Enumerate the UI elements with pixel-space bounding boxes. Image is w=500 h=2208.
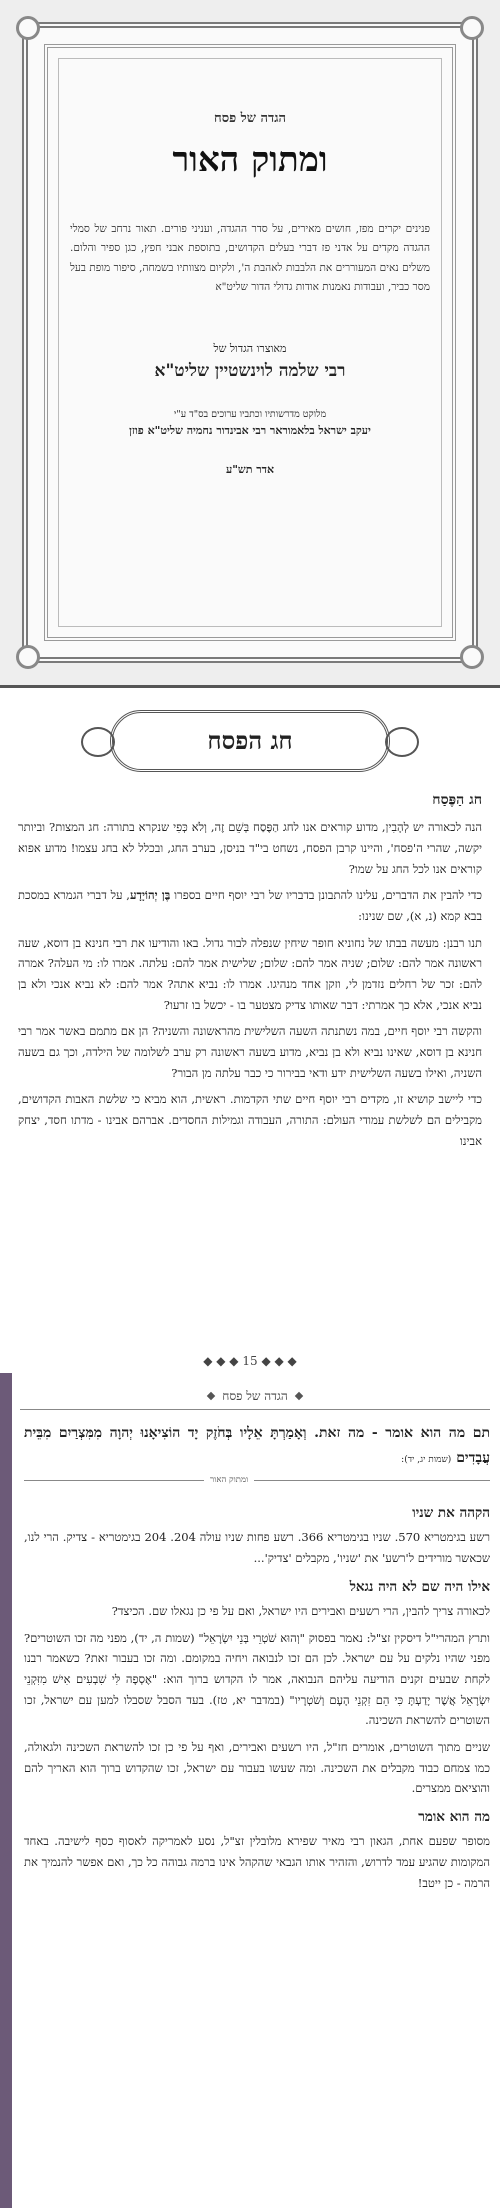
- section-heading: מה הוא אומר: [418, 1809, 490, 1826]
- frame-corner-ornament: [16, 16, 40, 40]
- paragraph-text: כדי להבין את הדברים, עלינו להתבונן בדבריו של רבי יוסף חיים בספרו: [170, 888, 482, 903]
- chapter-title: חג הפסח: [207, 726, 293, 755]
- paragraph: כדי ליישב קושיא זו, מקדים רבי יוסף חיים שתי הקדמות. ראשית, הוא מביא כי שלשת האבות הקדושים, מקבילים הם לשלשת עמודי העולם: התורה, העבודה וגמילות החסדים. אברהם אבינו - מדתו חסד, יצחק אבינו: [18, 1092, 482, 1148]
- paragraph: מסופר שפעם אחת, הגאון רבי מאיר שפירא מלובלין זצ"ל, נסע לאמריקה לאסוף כסף לישיבה. באחד המקומות שהגיע עמד לדרוש, והזהיר אותו הגבאי שהקהל אינו ברמה גבוהה כל כך, ואם אפשר להנמיך את הרמה - כן ייטב!: [24, 1834, 490, 1890]
- paragraph: שניים מתוך השוטרים, אומרים חז"ל, היו רשעים ואבירים, ואף על פי כן זכו להשראת השכינה ולגאולה, כמו צמחם כבוד מקבלים את השכינה. ומה שעשו בעבור עם ישראל, זכו שהקדוש ברוך הוא האריך להם והוציאם ממצרים.: [24, 1740, 490, 1796]
- paragraph-text: , על דברי הגמרא במסכת בבא קמא (נ, א), שם שנינו:: [18, 888, 482, 923]
- diamond-ornament: [295, 1392, 303, 1400]
- diamond-ornament: [207, 1392, 215, 1400]
- paragraph: [18, 885, 482, 926]
- title-page-description: פנינים יקרים מפז, חושים מאירים, על סדר ההגדה, ועניני פורים. תאור נרחב של סמלי ההגדה מקדים על אדני פז דברי בעלים הקדושים, בתוספת אבני חפץ, כגן ספיר והלום. משלים נאים המעוררים את הלבבות לאהבת ה', ולקיום מצוותיו בשמחה, סיפור מופת בעל מסר כביר, ועבודות נאמנות אודות גדולי הדור שליט"א: [70, 223, 430, 294]
- page-edge-shadow: [0, 1373, 12, 2208]
- paragraph: והקשה רבי יוסף חיים, במה נשתנתה השעה השלישית מהראשונה והשניה? הן אם מתמם באשר אמר רבי חנינא בן דוסא, שאינו נביא ולא בן נביא, מדוע בשעה ראשונה רק ערב לשלומה של הילדה, וכך גם בשעה השניה, ואילו בשעה השלישית ידע ודאי בבירור כי כבר עלתה מן הבור?: [18, 1024, 482, 1080]
- page-number: 15: [242, 1354, 258, 1368]
- frame-corner-ornament: [16, 645, 40, 669]
- scroll-ornament: [385, 727, 419, 757]
- title-page-subtitle: הגדה של פסח: [214, 111, 286, 126]
- divider-label: ומתוק האור: [204, 1473, 254, 1488]
- page-body: [24, 1421, 490, 1900]
- running-head: [20, 1383, 490, 1410]
- title-page-content: [70, 110, 430, 476]
- title-page-date: אדר תש"ע: [225, 462, 275, 476]
- title-page-author: רבי שלמה לוינשטיין שליט"א: [154, 360, 346, 381]
- paragraph: הנה לכאורה יש לְהָבִין, מדוע קוראים אנו לחג הַפֶּסַח בְּשֵׁם זֶה, וְלֹא כְּפִי שנקרא בתורה: חג המצות? וביותר יקשה, שהרי ה'פסח', והיינו קרבן הפסח, נשחט בי"ד בניסן, בערב החג, ובכלל לא בחג עצמו! מדוע אפוא קוראים אנו לכל החג על שמו?: [18, 820, 482, 876]
- frame-corner-ornament: [460, 645, 484, 669]
- section-heading: חג הַפֶּסַח: [432, 792, 482, 808]
- page-number-footer: ◆ ◆ ◆ 15 ◆ ◆ ◆: [203, 1354, 297, 1368]
- title-page: [0, 0, 500, 685]
- ornamental-title-frame: [110, 710, 390, 772]
- page-body: [18, 788, 482, 1158]
- commentary-divider: [24, 1475, 490, 1495]
- section-heading: הקהה את שניו: [412, 1505, 490, 1521]
- book-title: בֶּן יְהוֹיָדָע: [129, 888, 171, 903]
- quotation-paragraph: תנו רבנן: מעשה בבתו של נחוניא חופר שיחין שנפלה לבור גדול. באו והודיעו את רבי חנינא בן דוסא, שעה ראשונה אמר להם: שלום; שניה אמר להם: שלום; שלישית אמר להם: עלתה. אמרו לו: מי העלה? אמרה להם: זכר של רחלים נזדמן לי, וזקן אחד מנהיגו. אמרו לו: נביא אתה? אמר להם: לא נביא אנכי ולא בן נביא אנכי, אלא כך אמרתי: דבר שאותו צדיק מצטער בו - יכשל בו זרעו?: [18, 935, 482, 1012]
- frame-corner-ornament: [460, 16, 484, 40]
- page-chag-hapesach: [0, 685, 500, 1379]
- scroll-ornament: [81, 727, 115, 757]
- title-page-credit: מלוקט מדרשותיו וכתביו ערוכים בס"ד ע"י: [173, 408, 327, 420]
- title-page-editor: יעקב ישראל בלאמוראר רבי אבינדור נחמיה שליט"א פוזן: [129, 423, 371, 437]
- haggadah-verse: [24, 1421, 490, 1470]
- title-page-main-title: ומתוק האור: [172, 140, 328, 180]
- paragraph: לכאורה צריך להבין, הרי רשעים ואבירים היו ישראל, ואם על פי כן נגאלו שם. הכיצד?: [111, 1603, 490, 1618]
- verse-reference: (שמות יג, יד):: [401, 1454, 452, 1465]
- running-head-title: הגדה של פסח: [222, 1388, 288, 1403]
- section-heading: אילו היה שם לא היה נגאל: [349, 1578, 490, 1595]
- paragraph: רשע בגימטריא 570. שניו בגימטריא 366. רשע פחות שניו עולה 204. 204 בגימטריא - צדיק. הרי לנו, שכאשר מורידים ל'רשע' את 'שניו', מקבלים 'צדיק'...: [24, 1530, 490, 1565]
- verse-lead: תם מה הוא אומר - מה זאת.: [306, 1425, 490, 1441]
- title-page-from-label: מאוצרו הגדול של: [213, 341, 287, 355]
- verse-text: וְאָמַרְתָּ אֵלָיו בְּחֹזֶק יָד הוֹצִיאָנוּ יְהוָה מִמִּצְרַיִם מִבֵּית עֲבָדִים: [24, 1425, 490, 1466]
- paragraph: ותרץ המהרי"ל דיסקין זצ"ל: נאמר בפסוק "וְהוּא שֹׁטְרֵי בְּנֵי יִשְׂרָאֵל" (שמות ה, יד), מפני מה זכו השוטרים? מפני שהיו נלקים על עם ישראל. לכן הם זכו לנבואה ויחיה במקומם. ומה זכו בעבור זאת? כשאמר רבנו לקחת שבעים זקנים הודיעה עליהם הנבואה, אמר לו הקדוש ברוך הוא: "אֶסְפָה לִּי שִׁבְעִים אִישׁ מִזִּקְנֵי יִשְׂרָאֵל אֲשֶׁר יָדַעְתָּ כִּי הֵם זִקְנֵי הָעָם וְשֹׁטְרָיו" (במדבר יא, טז). בעד הסבל שסבלו למען עם ישראל, זכו השוטרים להשראת השכינה.: [24, 1630, 490, 1728]
- page-ma-hu-omer: [0, 1373, 500, 2208]
